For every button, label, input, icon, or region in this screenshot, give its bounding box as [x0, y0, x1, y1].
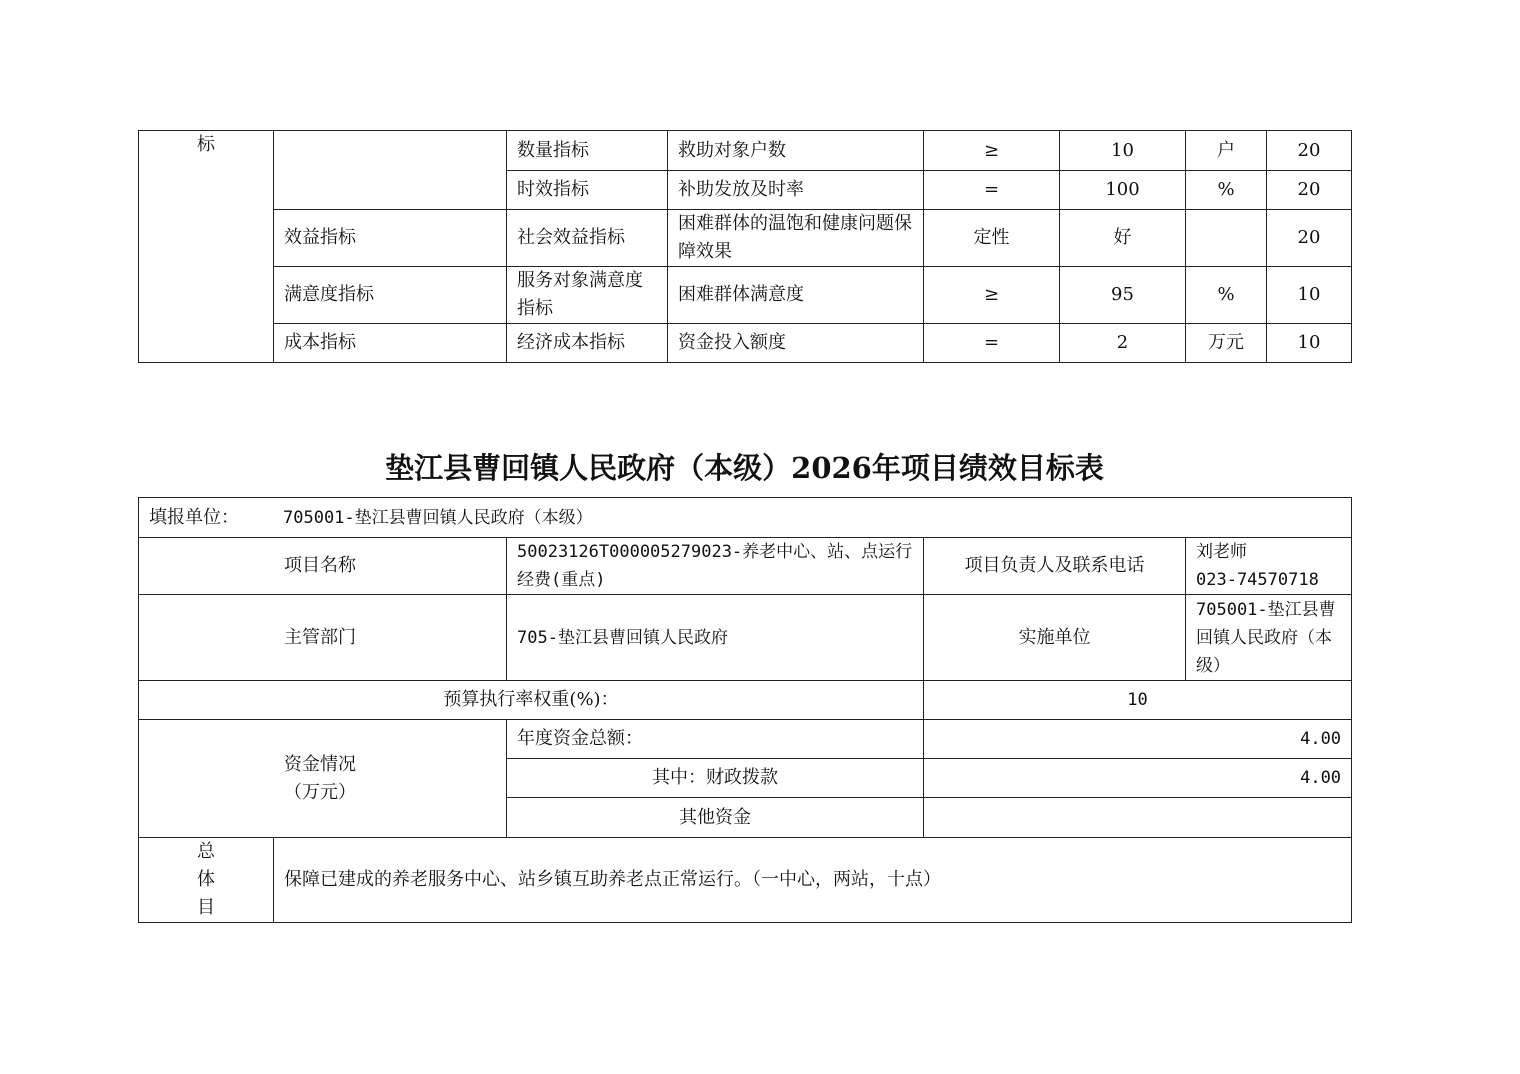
- project-name-value: 50023126T000005279023-养老中心、站、点运行经费(重点): [507, 538, 924, 595]
- indicator-name: 资金投入额度: [668, 324, 924, 363]
- funds-label-line2: （万元）: [284, 781, 356, 803]
- level2-indicator: [274, 131, 507, 210]
- operator: ≥: [924, 131, 1060, 171]
- target-value: 10: [1060, 131, 1186, 171]
- target-value: 2: [1060, 324, 1186, 363]
- operator: 定性: [924, 210, 1060, 267]
- weight: 20: [1267, 171, 1352, 210]
- indicator-name: 困难群体满意度: [668, 267, 924, 324]
- weight: 20: [1267, 210, 1352, 267]
- weight: 10: [1267, 267, 1352, 324]
- fill-unit-row: [139, 498, 1352, 538]
- project-performance-table: [138, 497, 1352, 923]
- indicator-category-label: 标: [139, 131, 274, 363]
- target-value: 95: [1060, 267, 1186, 324]
- document-title: 垫江县曹回镇人民政府（本级）2026年项目绩效目标表: [385, 451, 1104, 485]
- target-value: 好: [1060, 210, 1186, 267]
- unit: %: [1186, 171, 1267, 210]
- fiscal-value: 4.00: [924, 759, 1352, 798]
- funds-label-line1: 资金情况: [284, 753, 356, 775]
- fiscal-label: 其中：财政拨款: [507, 759, 924, 798]
- overall-goal-label: 总 体 目: [139, 838, 274, 923]
- contact-name: 刘老师: [1196, 542, 1247, 562]
- operator: =: [924, 324, 1060, 363]
- level2-indicator: 满意度指标: [274, 267, 507, 324]
- indicator-name: 困难群体的温饱和健康问题保障效果: [668, 210, 924, 267]
- weight: 10: [1267, 324, 1352, 363]
- dept-label: 主管部门: [139, 595, 507, 681]
- level3-indicator: 数量指标: [507, 131, 668, 171]
- operator: ≥: [924, 267, 1060, 324]
- budget-weight-label: 预算执行率权重(%)：: [139, 681, 924, 720]
- indicator-table-continued: [138, 130, 1352, 363]
- level3-indicator: 经济成本指标: [507, 324, 668, 363]
- contact-phone: 023-74570718: [1196, 570, 1319, 590]
- level3-indicator: 社会效益指标: [507, 210, 668, 267]
- unit: [1186, 210, 1267, 267]
- indicator-name: 补助发放及时率: [668, 171, 924, 210]
- annual-total-value: 4.00: [924, 720, 1352, 759]
- weight: 20: [1267, 131, 1352, 171]
- level2-indicator: 效益指标: [274, 210, 507, 267]
- level2-indicator: 成本指标: [274, 324, 507, 363]
- target-value: 100: [1060, 171, 1186, 210]
- unit: 万元: [1186, 324, 1267, 363]
- impl-value: 705001-垫江县曹回镇人民政府（本级）: [1186, 595, 1352, 681]
- level3-indicator: 时效指标: [507, 171, 668, 210]
- fill-unit-value: 705001-垫江县曹回镇人民政府（本级）: [283, 507, 593, 528]
- fill-unit-label: 填报单位：: [149, 506, 239, 528]
- budget-weight-value: 10: [924, 681, 1352, 720]
- funds-label: [139, 720, 507, 838]
- indicator-name: 救助对象户数: [668, 131, 924, 171]
- operator: =: [924, 171, 1060, 210]
- dept-value: 705-垫江县曹回镇人民政府: [507, 595, 924, 681]
- overall-goal-text: 保障已建成的养老服务中心、站乡镇互助养老点正常运行。（一中心，两站，十点）: [274, 838, 1352, 923]
- project-name-label: 项目名称: [139, 538, 507, 595]
- contact-cell: [1186, 538, 1352, 595]
- other-funds-value: [924, 798, 1352, 838]
- annual-total-label: 年度资金总额：: [507, 720, 924, 759]
- level3-indicator: 服务对象满意度指标: [507, 267, 668, 324]
- other-funds-label: 其他资金: [507, 798, 924, 838]
- unit: 户: [1186, 131, 1267, 171]
- unit: %: [1186, 267, 1267, 324]
- contact-label: 项目负责人及联系电话: [924, 538, 1186, 595]
- impl-label: 实施单位: [924, 595, 1186, 681]
